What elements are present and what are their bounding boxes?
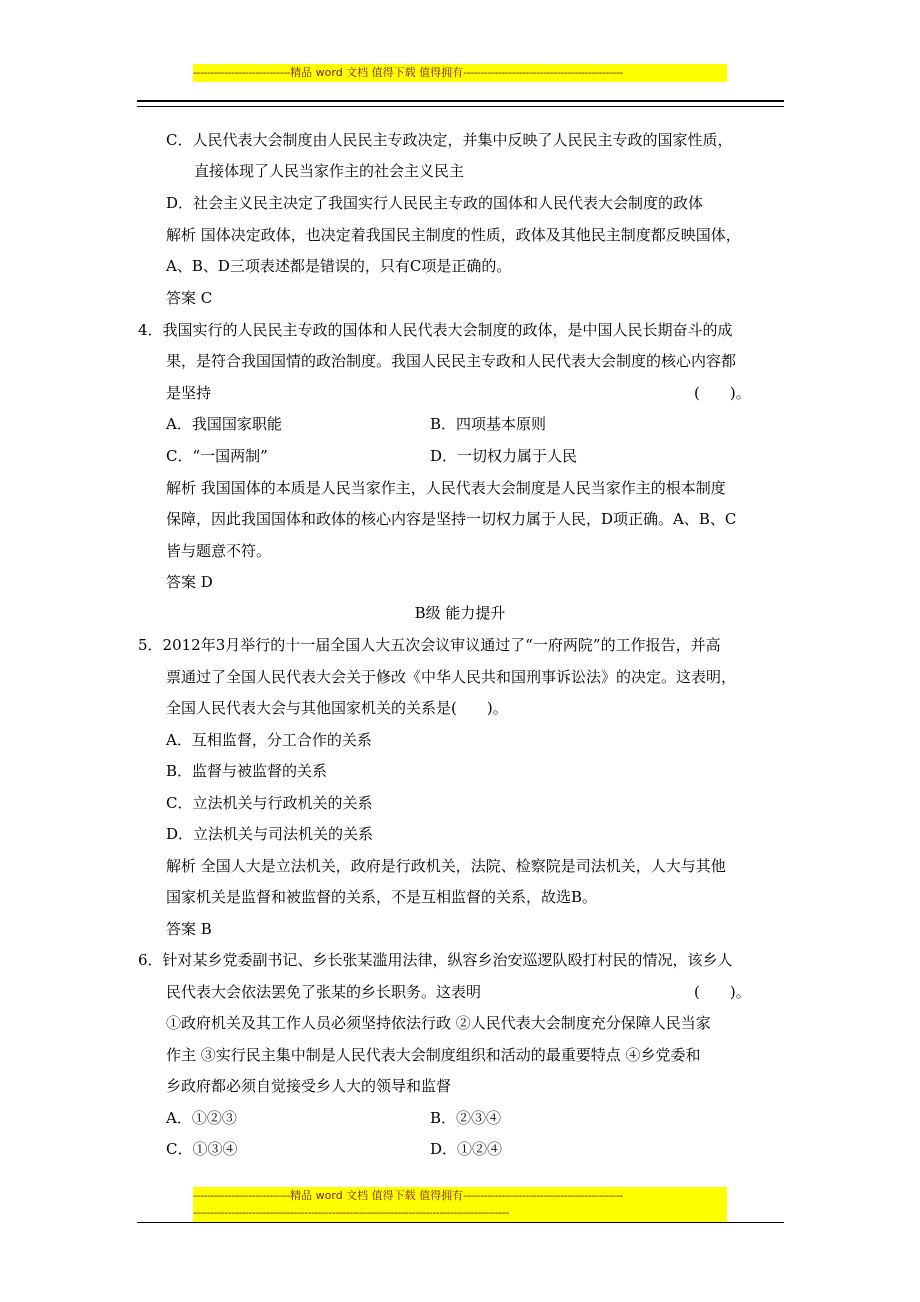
q4-analysis-line2: 保障，因此我国国体和政体的核心内容是坚持一切权力属于人民，D项正确。A、B、C — [166, 510, 737, 528]
header-banner — [193, 64, 727, 82]
q5-option-d: D．立法机关与司法机关的关系 — [166, 825, 374, 843]
q5-option-c: C．立法机关与行政机关的关系 — [166, 794, 373, 812]
q4-stem-line2: 果，是符合我国国情的政治制度。我国人民民主专政和人民代表大会制度的核心内容都 — [166, 352, 737, 370]
q5-option-a: A．互相监督，分工合作的关系 — [166, 731, 372, 749]
header-rule-thin — [137, 106, 784, 107]
q3-analysis-line1: 解析 国体决定政体，也决定着我国民主制度的性质，政体及其他民主制度都反映国体， — [166, 226, 741, 244]
q6-answer-blank: ( )。 — [694, 983, 751, 1001]
q4-answer: 答案 D — [166, 573, 213, 591]
header-dashes-left: ---------------------------- — [193, 66, 291, 79]
q3-option-c-line2: 直接体现了人民当家作主的社会主义民主 — [194, 162, 465, 180]
footer-banner-dashes — [193, 1204, 727, 1222]
q4-answer-blank: ( )。 — [694, 384, 751, 402]
q5-stem-line3: 全国人民代表大会与其他国家机关的关系是( )。 — [166, 699, 508, 717]
footer-banner — [193, 1187, 727, 1205]
q6-stem-line1: 6．针对某乡党委副书记、乡长张某滥用法律，纵容乡治安巡逻队殴打村民的情况，该乡人 — [138, 951, 733, 969]
q4-analysis-line1: 解析 我国国体的本质是人民当家作主，人民代表大会制度是人民当家作主的根本制度 — [166, 479, 726, 497]
q6-option-c: C．①③④ — [166, 1140, 238, 1158]
q4-option-b: B．四项基本原则 — [430, 415, 547, 433]
q4-stem-line3: 是坚持 — [166, 384, 212, 402]
q6-statements-line3: 乡政府都必须自觉接受乡人大的领导和监督 — [166, 1077, 452, 1095]
q6-stem-line2: 民代表大会依法罢免了张某的乡长职务。这表明 — [166, 983, 482, 1001]
header-dashes-right: ---------------------------------------------- — [463, 66, 623, 79]
q6-option-d: D．①②④ — [430, 1140, 503, 1158]
footer-dashes-full: ------------------------------------------------------------------------------------------- — [193, 1206, 509, 1219]
footer-dashes-left: ---------------------------- — [193, 1189, 291, 1202]
q5-stem-line1: 5．2012年3月举行的十一届全国人大五次会议审议通过了“一府两院”的工作报告，并高 — [138, 636, 721, 654]
q5-option-b: B．监督与被监督的关系 — [166, 762, 328, 780]
q4-stem-line1: 4．我国实行的人民民主专政的国体和人民代表大会制度的政体，是中国人民长期奋斗的成 — [138, 321, 733, 339]
q4-option-a: A．我国国家职能 — [166, 415, 282, 433]
q6-statements-line2: 作主 ③实行民主集中制是人民代表大会制度组织和活动的最重要特点 ④乡党委和 — [166, 1046, 701, 1064]
footer-dashes-right: ---------------------------------------------- — [463, 1189, 623, 1202]
q3-answer: 答案 C — [166, 289, 213, 307]
q4-analysis-line3: 皆与题意不符。 — [166, 542, 272, 560]
section-title: B级 能力提升 — [414, 604, 506, 622]
q6-option-a: A．①②③ — [166, 1109, 237, 1127]
footer-text: 精品 word 文档 值得下载 值得拥有 — [290, 1189, 464, 1202]
q5-analysis-line2: 国家机关是监督和被监督的关系，不是互相监督的关系，故选B。 — [166, 888, 598, 906]
q5-answer: 答案 B — [166, 920, 212, 938]
q6-statements-line1: ①政府机关及其工作人员必须坚持依法行政 ②人民代表大会制度充分保障人民当家 — [166, 1014, 711, 1032]
q6-option-b: B．②③④ — [430, 1109, 502, 1127]
q5-analysis-line1: 解析 全国人大是立法机关，政府是行政机关，法院、检察院是司法机关，人大与其他 — [166, 857, 726, 875]
footer-rule — [137, 1222, 784, 1223]
header-text: 精品 word 文档 值得下载 值得拥有 — [290, 66, 464, 79]
q3-option-c-line1: C．人民代表大会制度由人民民主专政决定，并集中反映了人民民主专政的国家性质， — [166, 131, 733, 149]
q3-option-d: D．社会主义民主决定了我国实行人民民主专政的国体和人民代表大会制度的政体 — [166, 194, 704, 212]
q5-stem-line2: 票通过了全国人民代表大会关于修改《中华人民共和国刑事诉讼法》的决定。这表明， — [166, 668, 737, 686]
header-rule-thick — [137, 100, 784, 102]
q4-option-d: D．一切权力属于人民 — [430, 447, 578, 465]
q4-option-c: C．“一国两制” — [166, 447, 268, 465]
q3-analysis-line2: A、B、D三项表述都是错误的，只有C项是正确的。 — [166, 257, 512, 275]
